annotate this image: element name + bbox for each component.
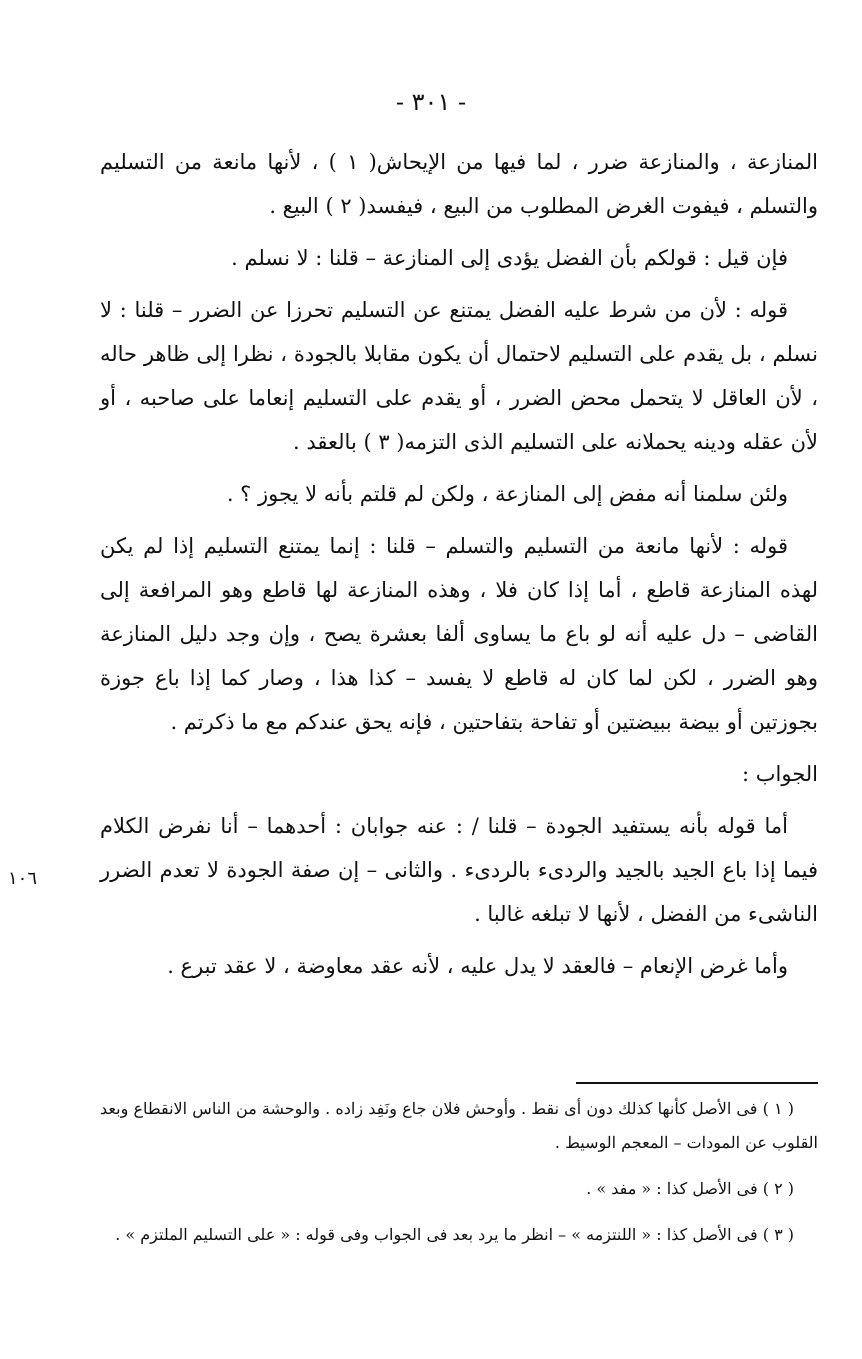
paragraph-reply-two: قوله : لأنها مانعة من التسليم والتسلم – قلنا : إنما يمتنع التسليم إذا لم يكن لهذه المنازعة قاطع ، أما إذا كان فلا ، وهذه المنازعة لها قاطع وهو المرافعة إلى القاضى – دل عليه أنه لو باع ما يساوى ألفا بعشرة يصح ، وإن وجد دليل المنازعة وهو الضرر ، لكن لما كان له قاطع لا يفسد – كذا هذا ، وصار كما إذا باع جوزة بجوزتين أو بيضة ببيضتين أو تفاحة بتفاحتين ، فإنه يحق عندكم مع ما ذكرتم . [100, 534, 818, 734]
answer-heading: الجواب : [742, 762, 818, 786]
margin-folio-reference: ١٠٦ [8, 868, 38, 889]
page-number: - ٣٠١ - [395, 88, 467, 116]
paragraph-concession: ولئن سلمنا أنه مفض إلى المنازعة ، ولكن لم قلتم بأنه لا يجوز ؟ . [226, 482, 788, 506]
paragraph-reply-one: قوله : لأن من شرط عليه الفضل يمتنع عن التسليم تحرزا عن الضرر – قلنا : لا نسلم ، بل يقدم على التسليم لاحتمال أن يكون مقابلا بالجودة ، نظرا إلى ظاهر حاله ، لأن العاقل لا يتحمل محض الضرر ، أو يقدم على التسليم إنعاما على صاحبه ، أو لأن عقله ودينه يحملانه على التسليم الذى التزمه( ٣ ) بالعقد . [100, 298, 818, 454]
paragraph-answer-two: وأما غرض الإنعام – فالعقد لا يدل عليه ، لأنه عقد معاوضة ، لا عقد تبرع . [167, 954, 788, 978]
paragraph-continuation: المنازعة ، والمنازعة ضرر ، لما فيها من الإيحاش( ١ ) ، لأنها مانعة من التسليم والتسلم ، فيفوت الغرض المطلوب من البيع ، فيفسد( ٢ ) البيع . [100, 150, 818, 218]
paragraph-objection: فإن قيل : قولكم بأن الفضل يؤدى إلى المنازعة – قلنا : لا نسلم . [231, 246, 788, 270]
footnote-divider [576, 1082, 818, 1084]
footnotes [100, 1092, 818, 1264]
main-text [100, 140, 818, 996]
footnote-3: ( ٣ ) فى الأصل كذا : « اللنتزمه » – انظر ما يرد بعد فى الجواب وفى قوله : « على التسليم الملتزم » . [115, 1225, 794, 1244]
paragraph-answer-one: أما قوله بأنه يستفيد الجودة – قلنا / : عنه جوابان : أحدهما – أنا نفرض الكلام فيما إذا باع الجيد بالجيد والردىء بالردىء . والثانى – إن صفة الجودة لا تعدم الضرر الناشىء من الفضل ، لأنها لا تبلغه غالبا . [100, 814, 818, 926]
footnote-2: ( ٢ ) فى الأصل كذا : « مفد » . [586, 1179, 794, 1198]
footnote-1: ( ١ ) فى الأصل كأنها كذلك دون أى نقط . وأوحش فلان جاع ونَفِد زاده . والوحشة من الناس الانقطاع وبعد القلوب عن المودات – المعجم الوسيط . [100, 1099, 818, 1152]
